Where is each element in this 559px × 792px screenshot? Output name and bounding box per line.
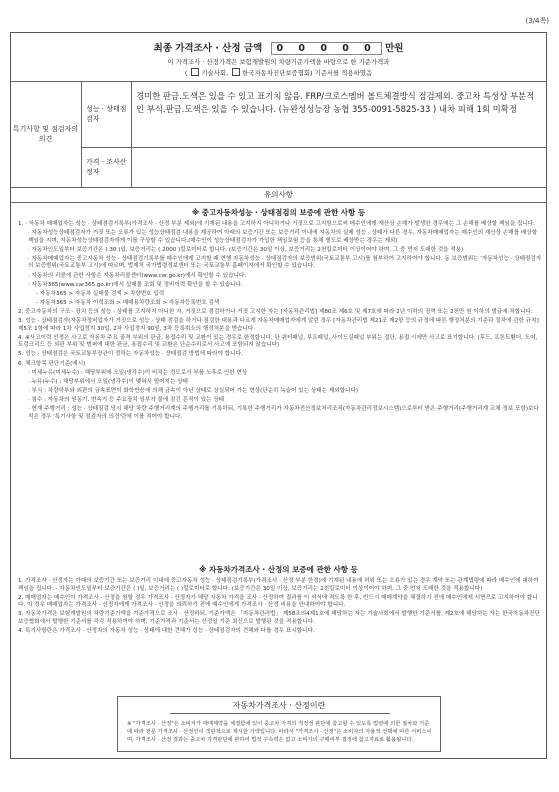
notice-item: - 자동차365 > 자동차 이력조회 > 매매용차량조회 > 자동차등록번호 검색 <box>36 299 220 306</box>
option-technicians-association: 기술사회 <box>201 69 227 77</box>
page-number: (3/4쪽) <box>525 17 549 25</box>
divider <box>10 202 547 203</box>
notice-item: · 부식 : 차량하부와 외판의 금속표면이 화학반응에 의해 금속이 아닌 상태로 상실되어 가는 현상(단순히 녹슬어 있는 상태는 제외합니다) <box>28 387 359 394</box>
special-notes-label: 특기사항 및 점검자의 의견 <box>10 81 82 187</box>
price-definition-text: ※ "가격조사 · 산정"은 소비자가 매매계약을 체결함에 있어 중고차 가격의 적정성 판단에 참고할 수 있도록 법령에 의한 절차와 기준에 따라 전문 가격조사 · 산정인이 객관적으로 제시한 가액입니다. 따라서 "가격조사 · 산정"은 소비자의 자율적 선택에 따른 서비스이며, 가격조사 · 산정 결과는 중고차 가격판단에 관하여 법적 구속력은 없고 소비자의 구매여부 결정에 참고자료로 활용됩니다. <box>127 721 432 743</box>
notice-item: 6. 체크항목 판단기준(예시) <box>18 360 86 367</box>
section2-body <box>18 578 542 637</box>
final-price-digits: 0 0 0 0 0 <box>271 42 381 55</box>
notices-header: 유의사항 <box>264 190 293 199</box>
inspector-opinion-text: 경미한 판금.도색은 있을 수 있고 표기치 않음. FRP/크로스멤버 볼트체결방식 점검제외. 중고차 특성상 부분적인 부식.판금.도색은 있을 수 있습니다. (뉴완성성능장 농협 355-0091-5825-33 ) 내차 피해 1회 미확정 <box>136 91 535 114</box>
price-definition-title: 자동차가격조사 · 산정이란 <box>232 701 326 710</box>
notice-item: 4. 특기사항란은 가격조사 · 산정자의 자동차 성능 · 상태에 대한 견해가 성능 · 상태점검자의 견해와 다를 경우 표시합니다. <box>18 628 315 635</box>
notice-item: · 누유(누수) : 해당부위에서 오일(냉각수)이 맺혀서 떨어지는 상태 <box>28 378 188 385</box>
section2-title: ※ 자동차가격조사 · 산정의 보증에 관한 사항 등 <box>199 565 358 574</box>
notice-item: · 자동차의 리콜에 관한 사항은 자동차리콜센터(www.car.go.kr)에서 확인할 수 있습니다. <box>28 272 247 279</box>
checkbox-diagnosis-association[interactable] <box>232 68 240 76</box>
section1-body <box>18 221 542 423</box>
final-price-label: 최종 가격조사 · 산정 금액 <box>153 43 263 54</box>
notice-item: · 자동차성능상태점검자가 거짓 또는 오류가 있는 성능상태점검 내용을 제공하여 아래의 보증기간 또는 보증거리 이내에 자동차의 실제 성능 · 상태가 다른 경우, 자동차매매업자는 매수인의 재산상 손해를 배상할 책임을 지며, 자동차성능상태점검자에게 이를 구상할 수 있습니다.(매수인이 성능상태점검자가 가입한 책임보험 등을 통해 별도로 배상받는 경우는 제외) <box>28 230 538 244</box>
inspector-label: 성능 · 상태점검자 <box>82 81 132 147</box>
notice-item: 3. 자동차가격은 보험개발원의 차량기준가액을 기준가격으로 조사 · 산정하되, 기준가액은 「자동차관리법」 제58조의4제1호에 해당하는 자는 기술사회에서 발행한 기준서를, 제2호에 해당하는 자는 한국자동차진단보증협회에서 발행한 기준서를 각각 적용하여야 하며, 기준가격과 기준서는 산정일 기준 최신으로 발행된 것을 적용합니다. <box>18 611 540 625</box>
divider <box>170 713 390 714</box>
notice-item: · 침수 : 자동차의 원동기, 변속기 등 주요장치 일부가 물에 잠긴 흔적이 있는 상태 <box>28 396 225 403</box>
notice-item: 2. 매매업자는 매수인이 가격조사 · 산정을 원할 경우 가격조사 · 산정자가 해당 자동차 가격을 조사 · 산정하여 결과를 이 서식에 적도록 한 후, 반드시 매매계약을 체결하기 전에 매수인에게 서면으로 고지하여야 합니다. 이 경우 매매업자는 가격조사 · 산정자에게 가격조사 · 산정을 의뢰하기 전에 매수인에게 가격조사 · 산정 비용을 안내하여야 합니다. <box>18 594 538 609</box>
divider <box>82 147 547 148</box>
final-price-unit: 만원 <box>385 43 404 54</box>
notice-item: 5. 성능 · 상태점검은 국토교통부장관이 정하는 자동차성능 · 상태점검 방법에 따라야 합니다. <box>18 351 243 358</box>
price-standard-options: ( 기술사회, 한국자동차진단보증협회) 기준서를 적용하였음 <box>184 69 373 77</box>
notice-item: 3. 성능 · 상태점검자(자동차정비업자가 거짓으로 성능 · 상태 점검을 하거나 점검한 내용과 다르게 자동차매매업자에게 알린 경우 [자동차관리법 제21조 제2항 등의 규정에 따른 행정처분의 기준과 절차에 관한 규칙] 제5조 1항에 따라 1차 사업정지 30일, 2차 사업정지 90일, 3차 등록취소의 행정처분을 받습니다. <box>18 318 539 332</box>
notice-item: · 자동차365(www.car365.go.kr)에서 실매물 조회 및 정비이력 확인을 할 수 있습니다. <box>28 281 243 288</box>
section1-title: ※ 중고자동차성능 · 상태점검의 보증에 관한 사항 등 <box>191 208 366 217</box>
option-diagnosis-association: 한국자동차진단보증협회) 기준서를 적용하였음 <box>242 69 373 77</box>
notice-item: · 자동차매매업자는 중고자동차 성능 · 상태점검기록부를 매수인에게 고지할 때 현행 자동차성능 · 상태점검자의 보증범위(국토교통부 고시)를 첨부하여 고지하여야 합니다. 동 보증범위는 '자동차성능 · 상태점검자의 보증범위(국토교통부 고시)에 따르며, 법제처 국가법령정보센터 또는 국토교통부 홈페이지에서 확인할 수 있습니다. <box>28 255 542 270</box>
notice-item: 1. · 자동차 매매업자는 성능 · 상태점검기록부(가격조사 · 산정 부분 제외)에 기재된 내용을 고지하지 아니하거나 거짓으로 고지함으로써 매수인에게 재산상 손해가 발생한 경우에는 그 손해를 배상할 책임을 집니다. <box>18 221 535 227</box>
price-examiner-label: 가격 · 조사산정자 <box>82 147 132 187</box>
checkbox-technicians-association[interactable] <box>191 68 199 76</box>
price-basis-text: 이 가격조사 · 산정가격은 보험개발원의 차량기준가액을 바탕으로 한 기준가격과 <box>167 58 390 66</box>
notice-item: · 미세누유(미세누수) : 해당부위에 오일(냉각수)이 비치는 정도로서 부품 노후로 인한 현상 <box>28 369 248 376</box>
final-price-title <box>10 40 547 55</box>
paren-open: ( <box>184 69 188 77</box>
notice-item: 4. ※사고이력 인정은 사고로 자동차 주요 골격 부위의 판금, 용접수리 및 교환이 있는 경우로 한정합니다. 단 쿼터패널, 루프패널, 사이드실패널 부위는 절단, 용접 시에만 사고로 표기합니다. (후드, 프론트휀더, 도어, 트렁크리드 등 외판 부위 및 범퍼에 대한 판금, 용접수리 및 교환은 단순수리로서 사고에 포함되지 않습니다) <box>18 334 538 349</box>
notice-item: 2. 중고자동차의 구조 · 장치 등의 성능 · 상태를 고지하지 아니한 자, 거짓으로 점검하거나 거짓 고지한 자는 [자동차관리법] 제80조 제6호 및 제7호에 따라 2년 이하의 징역 또는 2천만 원 이하의 벌금에 처합니다. <box>18 308 533 315</box>
notice-item: 1. 가격조사 · 산정자는 아래의 보증기간 또는 보증거리 이내에 중고자동차 성능 · 상태점검기록부(가격조사 · 산정 부분 한정)에 기재된 내용에 허위 또는 오류가 있는 경우 계약 또는 관계법령에 따라 매수인에 대하여 책임을 집니다. · 자동차인도일부터 보증기간은 ( )일, 보증거리는 ( )킬로미터로 합니다. (보증기간은 30일 이상, 보증거리는 2천킬로미터 이상이어야 하며, 그 중 먼저 도래한 것을 적용합니다) <box>18 578 539 592</box>
notice-item: · 자동차인도일부터 보증기간은 ( 30 )일, 보증거리는 ( 2000 )킬로미터로 합니다. (보증기간은 30일 이상, 보증거리는 2천킬로미터 이상이어야 하며, 그 중 먼저 도래한 것을 적용) <box>28 246 464 253</box>
notice-item: - 자동차365 > 자동차 실매물 검색 > 차량번호 입력 <box>36 290 165 297</box>
notice-item: · 현재 주행거리 : 성능 · 상태점검 당시 해당 차량 주행거리계의 주행거리를 기록하되, 기록한 주행거리가 자동차전산정보처리조직(자동차관리정보시스템)으로부터 받은 주행거리(주행거리계 교체 정보 포함)보다 적은 경우 '특기사항 및 점검자의 의견'란에 이를 적어야 합니다. <box>28 405 539 420</box>
